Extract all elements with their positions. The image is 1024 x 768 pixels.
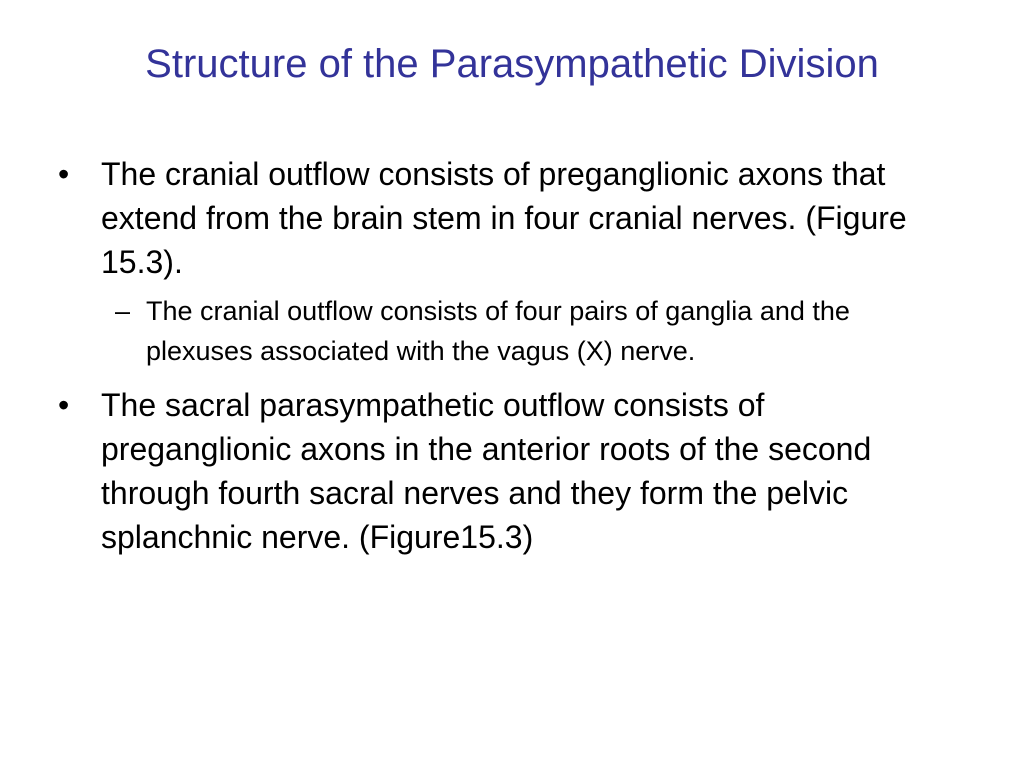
bullet-text: The cranial outflow consists of preganglionic axons that extend from the brain stem in four cranial nerves. (Figure 15.3). [101,156,907,280]
bullet-item [58,383,958,559]
bullet-text: The sacral parasympathetic outflow consists of preganglionic axons in the anterior roots of the second through fourth sacral nerves and they form the pelvic splanchnic nerve. (Figure15.3) [101,387,872,555]
sub-bullet-item [115,291,958,371]
bullet-marker: • [58,387,70,423]
slide-title: Structure of the Parasympathetic Division [145,42,879,86]
sub-bullet-text: The cranial outflow consists of four pairs of ganglia and the plexuses associated with the vagus (X) nerve. [146,296,850,366]
slide-content [58,152,958,564]
bullet-marker: • [58,156,70,192]
sub-bullet-marker: – [115,296,131,326]
bullet-item [58,152,958,284]
